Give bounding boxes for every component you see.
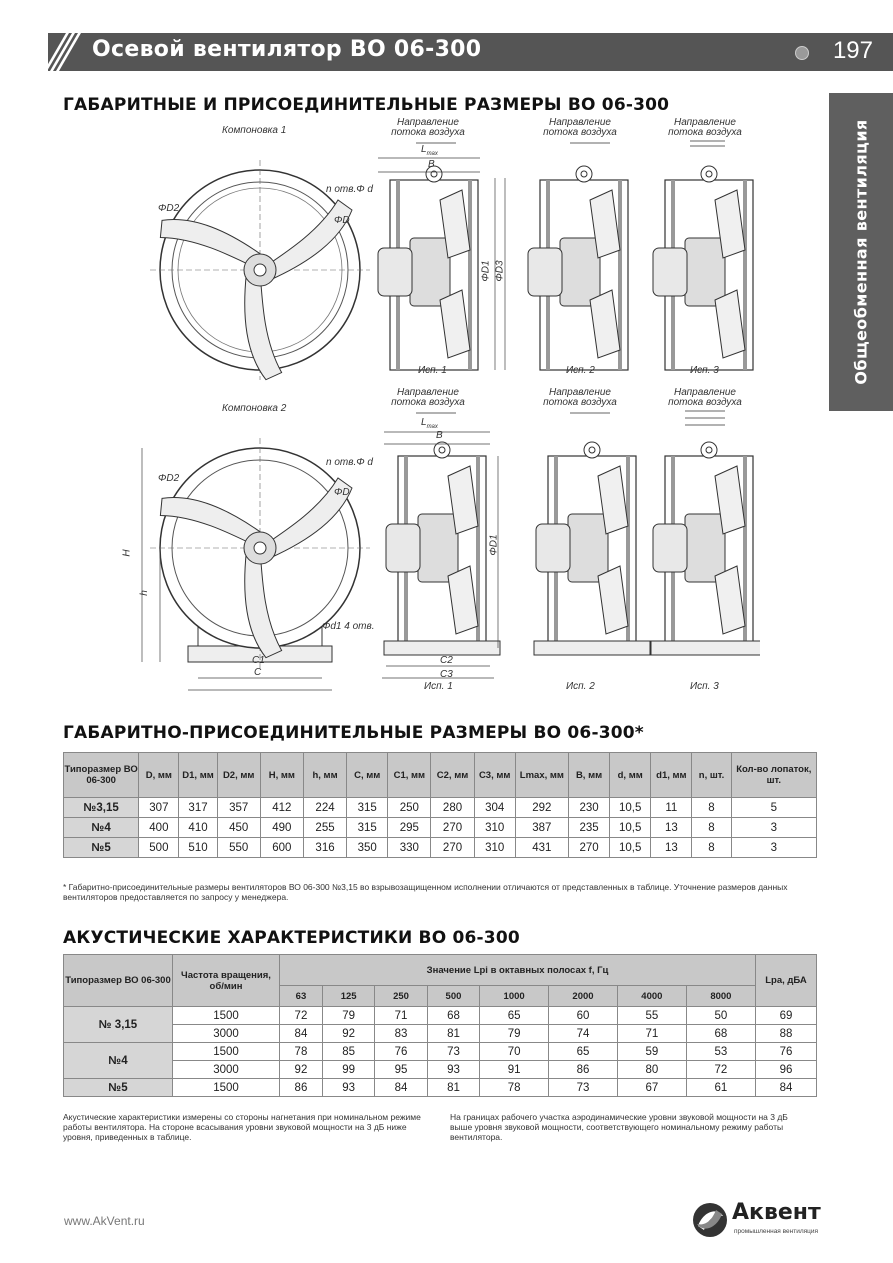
dims-header-9: C3, мм	[474, 753, 515, 798]
acoustic-lpa-cell: 88	[756, 1025, 817, 1043]
table-row	[64, 798, 817, 818]
section-title-acoustic: АКУСТИЧЕСКИЕ ХАРАКТЕРИСТИКИ ВО 06-300	[63, 928, 520, 948]
acoustic-value-cell: 95	[375, 1061, 427, 1079]
dims-cell: 13	[651, 838, 692, 858]
label-c1: C1	[252, 655, 265, 666]
dims-cell: 400	[139, 818, 179, 838]
logo-tagline: промышленная вентиляция	[734, 1228, 819, 1235]
dims-cell: 357	[217, 798, 260, 818]
acoustic-value-cell: 84	[280, 1025, 323, 1043]
label-d1-2: ΦD1	[488, 534, 500, 556]
table-row	[64, 1007, 817, 1025]
dims-header-4: H, мм	[260, 753, 303, 798]
dims-header-3: D2, мм	[217, 753, 260, 798]
section-title-dimensions: ГАБАРИТНЫЕ И ПРИСОЕДИНИТЕЛЬНЫЕ РАЗМЕРЫ ВО 06-300	[63, 95, 670, 115]
dims-header-10: Lmax, мм	[515, 753, 568, 798]
label-d3-1: ΦD3	[494, 260, 506, 282]
dims-header-0: Типоразмер ВО 06-300	[64, 753, 139, 798]
dims-cell: 270	[431, 838, 474, 858]
acoustic-band-250: 250	[375, 986, 427, 1007]
header-title: Осевой вентилятор ВО 06-300	[92, 37, 482, 62]
label-airflow-1a: Направление потока воздуха	[391, 117, 465, 138]
dims-header-7: C1, мм	[388, 753, 431, 798]
acoustic-speed-cell: 1500	[173, 1079, 280, 1097]
dimensions-table-header	[64, 753, 817, 798]
label-layout-2: Компоновка 2	[222, 403, 287, 414]
acoustic-size-label: №4	[64, 1043, 173, 1079]
dims-row-label: №5	[64, 838, 139, 858]
label-c2: C2	[440, 655, 453, 666]
side-view-1-3	[653, 166, 753, 370]
acoustic-value-cell: 92	[322, 1025, 374, 1043]
acoustic-value-cell: 79	[480, 1025, 549, 1043]
label-lmax-2: $L_{max}$	[421, 417, 438, 430]
side-view-1-1	[378, 166, 478, 370]
footer-url[interactable]: www.AkVent.ru	[64, 1214, 145, 1228]
dims-cell: 304	[474, 798, 515, 818]
section-title-dims-table: ГАБАРИТНО-ПРИСОЕДИНИТЕЛЬНЫЕ РАЗМЕРЫ ВО 06-300*	[63, 723, 644, 743]
dims-cell: 307	[139, 798, 179, 818]
dims-cell: 13	[651, 818, 692, 838]
acoustic-value-cell: 60	[549, 1007, 618, 1025]
dims-cell: 310	[474, 838, 515, 858]
label-airflow-2a: Направление потока воздуха	[391, 387, 465, 408]
acoustic-value-cell: 84	[375, 1079, 427, 1097]
acoustic-lpa-cell: 84	[756, 1079, 817, 1097]
label-airflow-2b: Направление потока воздуха	[543, 387, 617, 408]
acoustic-speed-cell: 1500	[173, 1007, 280, 1025]
acoustic-table-body	[64, 1007, 817, 1097]
logo-text: Аквент	[732, 1200, 821, 1225]
acoustic-value-cell: 92	[280, 1061, 323, 1079]
side-view-1-2	[528, 166, 628, 370]
label-b-2: B	[436, 430, 443, 441]
dims-cell: 350	[347, 838, 388, 858]
dims-cell: 310	[474, 818, 515, 838]
dims-cell: 230	[568, 798, 609, 818]
dims-cell: 317	[179, 798, 217, 818]
label-ver2-a: Исп. 2	[566, 365, 595, 376]
dimensions-table-body	[64, 798, 817, 858]
label-d1-1: ΦD1	[480, 260, 492, 282]
logo-icon	[690, 1200, 730, 1240]
acoustic-value-cell: 93	[427, 1061, 479, 1079]
acoustic-value-cell: 76	[375, 1043, 427, 1061]
acoustic-value-cell: 74	[549, 1025, 618, 1043]
dims-header-11: B, мм	[568, 753, 609, 798]
header-stripes	[44, 33, 84, 71]
dims-row-label: №3,15	[64, 798, 139, 818]
table-row	[64, 838, 817, 858]
label-ver1-a: Исп. 1	[418, 365, 447, 376]
acoustic-band-4000: 4000	[617, 986, 686, 1007]
label-c3: C3	[440, 669, 453, 680]
acoustic-header-bands: Значение Lpi в октавных полосах f, Гц	[280, 955, 756, 986]
dims-cell: 500	[139, 838, 179, 858]
dims-cell: 387	[515, 818, 568, 838]
acoustic-value-cell: 83	[375, 1025, 427, 1043]
acoustic-speed-cell: 1500	[173, 1043, 280, 1061]
dims-cell: 316	[303, 838, 346, 858]
acoustic-value-cell: 86	[549, 1061, 618, 1079]
acoustic-value-cell: 81	[427, 1025, 479, 1043]
page-number: 197	[832, 37, 873, 64]
acoustic-speed-cell: 3000	[173, 1025, 280, 1043]
dims-row-label: №4	[64, 818, 139, 838]
acoustic-size-label: № 3,15	[64, 1007, 173, 1043]
acoustic-value-cell: 68	[427, 1007, 479, 1025]
acoustic-table	[63, 954, 817, 1097]
acoustic-value-cell: 71	[375, 1007, 427, 1025]
acoustic-value-cell: 68	[686, 1025, 755, 1043]
dims-cell: 280	[431, 798, 474, 818]
table-row	[64, 1043, 817, 1061]
dims-cell: 270	[431, 818, 474, 838]
acoustic-lpa-cell: 96	[756, 1061, 817, 1079]
dims-header-13: d1, мм	[651, 753, 692, 798]
dims-cell: 10,5	[610, 818, 651, 838]
page-header	[0, 33, 893, 71]
dims-cell: 11	[651, 798, 692, 818]
acoustic-band-500: 500	[427, 986, 479, 1007]
dims-cell: 5	[731, 798, 816, 818]
company-logo	[690, 1198, 830, 1242]
acoustic-band-125: 125	[322, 986, 374, 1007]
acoustic-lpa-cell: 69	[756, 1007, 817, 1025]
dims-cell: 224	[303, 798, 346, 818]
dims-cell: 295	[388, 818, 431, 838]
acoustic-value-cell: 86	[280, 1079, 323, 1097]
acoustic-value-cell: 78	[480, 1079, 549, 1097]
label-holes-2: n отв.Φ d	[326, 457, 373, 468]
dims-cell: 330	[388, 838, 431, 858]
acoustic-value-cell: 55	[617, 1007, 686, 1025]
acoustic-value-cell: 65	[549, 1043, 618, 1061]
label-h-big: H	[121, 549, 133, 557]
acoustic-value-cell: 91	[480, 1061, 549, 1079]
label-d2-1: ΦD2	[158, 203, 180, 214]
acoustic-value-cell: 72	[686, 1061, 755, 1079]
dims-header-14: n, шт.	[692, 753, 731, 798]
side-tab	[829, 93, 893, 411]
label-h-small: h	[138, 590, 150, 596]
dimensions-table	[63, 752, 817, 858]
dims-cell: 10,5	[610, 838, 651, 858]
acoustic-speed-cell: 3000	[173, 1061, 280, 1079]
dims-cell: 550	[217, 838, 260, 858]
footnote: * Габаритно-присоединительные размеры вентиляторов ВО 06-300 №3,15 во взрывозащищенном исполнении отличаются от представленных в таблице. Уточнение размеров данных вентиляторов предоставляется по запросу у менеджера.	[63, 882, 788, 902]
acoustic-header-speed: Частота вращения, об/мин	[173, 955, 280, 1007]
acoustic-value-cell: 70	[480, 1043, 549, 1061]
dims-cell: 250	[388, 798, 431, 818]
label-b-1: B	[428, 159, 435, 170]
side-view-2-1	[384, 442, 500, 655]
label-ver2-b: Исп. 2	[566, 681, 595, 692]
acoustic-value-cell: 85	[322, 1043, 374, 1061]
side-view-2-2	[534, 442, 650, 655]
side-view-2-3	[651, 442, 760, 655]
acoustic-band-63: 63	[280, 986, 323, 1007]
note-right: На границах рабочего участка аэродинамические уровни звуковой мощности на 3 дБ выше уровня звуковой мощности, соответствующего номинальному режиму работы вентилятора.	[450, 1112, 788, 1142]
acoustic-value-cell: 73	[427, 1043, 479, 1061]
dims-cell: 8	[692, 838, 731, 858]
label-d-2: ΦD	[334, 487, 350, 498]
acoustic-band-1000: 1000	[480, 986, 549, 1007]
acoustic-value-cell: 80	[617, 1061, 686, 1079]
acoustic-value-cell: 53	[686, 1043, 755, 1061]
label-airflow-2c: Направление потока воздуха	[668, 387, 742, 408]
acoustic-value-cell: 81	[427, 1079, 479, 1097]
dims-header-1: D, мм	[139, 753, 179, 798]
dims-cell: 315	[347, 818, 388, 838]
acoustic-band-2000: 2000	[549, 986, 618, 1007]
acoustic-value-cell: 72	[280, 1007, 323, 1025]
acoustic-value-cell: 59	[617, 1043, 686, 1061]
acoustic-value-cell: 79	[322, 1007, 374, 1025]
table-row	[64, 1079, 817, 1097]
dims-cell: 490	[260, 818, 303, 838]
dims-cell: 255	[303, 818, 346, 838]
dims-header-2: D1, мм	[179, 753, 217, 798]
header-dot-icon	[795, 46, 809, 60]
table-row	[64, 1061, 817, 1079]
dims-cell: 270	[568, 838, 609, 858]
label-holes-1: n отв.Φ d	[326, 184, 373, 195]
table-row	[64, 1025, 817, 1043]
acoustic-band-8000: 8000	[686, 986, 755, 1007]
label-ver3-a: Исп. 3	[690, 365, 719, 376]
table-row	[64, 818, 817, 838]
label-airflow-1b: Направление потока воздуха	[543, 117, 617, 138]
acoustic-value-cell: 71	[617, 1025, 686, 1043]
dims-cell: 315	[347, 798, 388, 818]
dims-header-8: C2, мм	[431, 753, 474, 798]
dims-header-6: C, мм	[347, 753, 388, 798]
dims-cell: 292	[515, 798, 568, 818]
dims-header-15: Кол-во лопаток, шт.	[731, 753, 816, 798]
label-holes-d1: Φd1 4 отв.	[322, 621, 375, 632]
dims-cell: 431	[515, 838, 568, 858]
dims-cell: 410	[179, 818, 217, 838]
label-layout-1: Компоновка 1	[222, 125, 287, 136]
dims-cell: 450	[217, 818, 260, 838]
acoustic-value-cell: 93	[322, 1079, 374, 1097]
dims-cell: 3	[731, 838, 816, 858]
technical-drawing	[120, 118, 760, 708]
dims-cell: 600	[260, 838, 303, 858]
acoustic-size-label: №5	[64, 1079, 173, 1097]
note-left: Акустические характеристики измерены со стороны нагнетания при номинальном режиме работы вентилятора. На стороне всасывания уровни звуковой мощности на 3 дБ ниже уровня, приведенных в таблице.	[63, 1112, 421, 1142]
dims-cell: 10,5	[610, 798, 651, 818]
acoustic-value-cell: 50	[686, 1007, 755, 1025]
acoustic-header-lpa: Lpa, дБА	[756, 955, 817, 1007]
side-tab-label: Общеобменная вентиляция	[851, 119, 871, 385]
label-d2-2: ΦD2	[158, 473, 180, 484]
acoustic-value-cell: 61	[686, 1079, 755, 1097]
dims-header-5: h, мм	[303, 753, 346, 798]
acoustic-header-size: Типоразмер ВО 06-300	[64, 955, 173, 1007]
acoustic-value-cell: 73	[549, 1079, 618, 1097]
label-d-1: ΦD	[334, 215, 350, 226]
acoustic-value-cell: 67	[617, 1079, 686, 1097]
acoustic-value-cell: 99	[322, 1061, 374, 1079]
acoustic-lpa-cell: 76	[756, 1043, 817, 1061]
dims-cell: 8	[692, 818, 731, 838]
dims-cell: 412	[260, 798, 303, 818]
label-ver1-b: Исп. 1	[424, 681, 453, 692]
dims-header-12: d, мм	[610, 753, 651, 798]
label-airflow-1c: Направление потока воздуха	[668, 117, 742, 138]
dims-cell: 3	[731, 818, 816, 838]
dims-cell: 510	[179, 838, 217, 858]
dims-cell: 8	[692, 798, 731, 818]
acoustic-value-cell: 65	[480, 1007, 549, 1025]
label-ver3-b: Исп. 3	[690, 681, 719, 692]
dims-cell: 235	[568, 818, 609, 838]
label-c: C	[254, 667, 262, 678]
acoustic-value-cell: 78	[280, 1043, 323, 1061]
label-lmax-1: $L_{max}$	[421, 144, 438, 157]
